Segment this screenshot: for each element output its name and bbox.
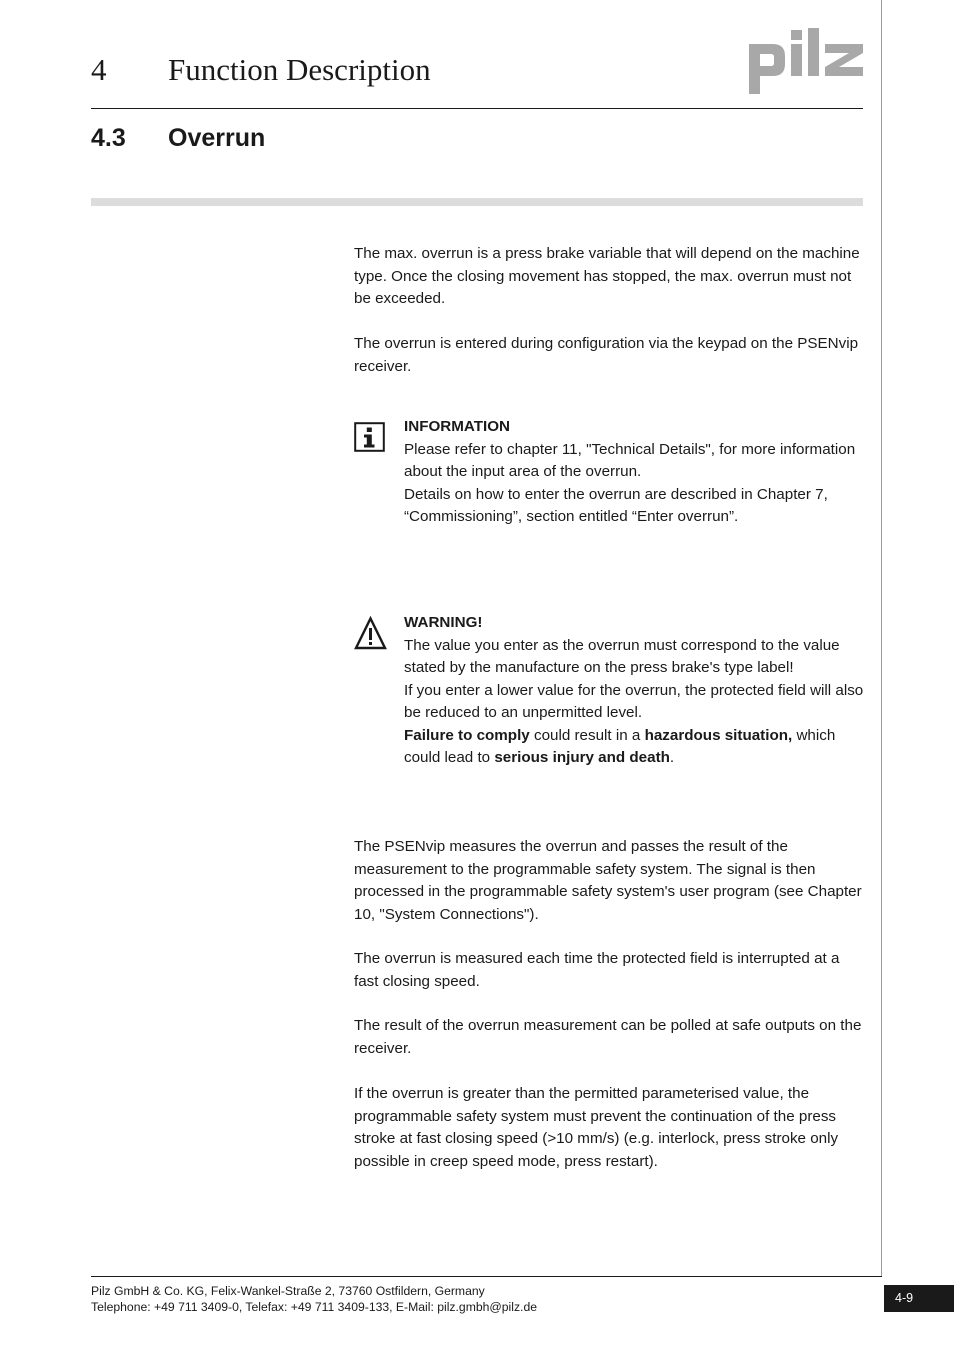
warning-text: If you enter a lower value for the overrun, the protected field will also be reduced to an unpermitted level. [404,681,864,721]
warning-bold-text: serious injury and death [494,749,670,766]
footer-line: Pilz GmbH & Co. KG, Felix-Wankel-Straße 2, 73760 Ostfildern, Germany [91,1284,485,1298]
body-paragraph: If the overrun is greater than the permitted parameterised value, the programmable safety system must prevent the continuation of the press stroke at fast closing speed (>10 mm/s) (e.g. interlock, press stroke only possible in creep speed mode, press restart). [354,1085,839,1170]
margin-divider [881,0,882,1276]
footer-line: Telephone: +49 711 3409-0, Telefax: +49 711 3409-133, E-Mail: pilz.gmbh@pilz.de [91,1300,537,1314]
body-paragraph: The max. overrun is a press brake variable that will depend on the machine type. Once the closing movement has stopped, the max. overrun must not be exceeded. [354,245,860,307]
warning-bold-text: Failure to comply [404,726,530,744]
warning-title: WARNING! [404,614,483,631]
warning-consequence: Failure to comply could result in a hazardous situation, which could lead to serious injury and death. [404,726,836,766]
information-note [404,416,864,529]
header-rule [91,108,863,109]
section-title: Overrun [168,124,266,152]
svg-text:pilz: pilz [747,28,749,29]
information-title: INFORMATION [404,418,511,435]
information-text: Details on how to enter the overrun are described in Chapter 7, “Commissioning”, section entitled “Enter overrun”. [404,485,828,525]
footer-address [91,1283,537,1315]
section-divider-band [91,198,863,206]
warning-triangle-icon [354,616,387,651]
pilz-logo [747,28,865,94]
warning-text: The value you enter as the overrun must correspond to the value stated by the manufacture on the press brake's type label! [404,636,840,676]
chapter-title: Function Description [168,52,431,87]
body-paragraph: The overrun is measured each time the protected field is interrupted at a fast closing speed. [354,950,840,990]
info-icon [354,422,385,452]
information-text: Please refer to chapter 11, "Technical Details", for more information about the input area of the overrun. [404,440,856,480]
warning-note [404,612,864,770]
warning-bold-text: hazardous situation, [644,726,793,744]
body-paragraph: The result of the overrun measurement can be polled at safe outputs on the receiver. [354,1017,862,1057]
section-number: 4.3 [91,124,126,152]
footer-rule [91,1276,882,1277]
page-number: 4-9 [884,1285,954,1312]
chapter-number: 4 [91,52,107,87]
body-paragraph: The overrun is entered during configuration via the keypad on the PSENvip receiver. [354,335,859,375]
body-paragraph: The PSENvip measures the overrun and passes the result of the measurement to the programmable safety system. The signal is then processed in the programmable safety system's user program (see Chapter 10, "System Connections"). [354,838,862,923]
